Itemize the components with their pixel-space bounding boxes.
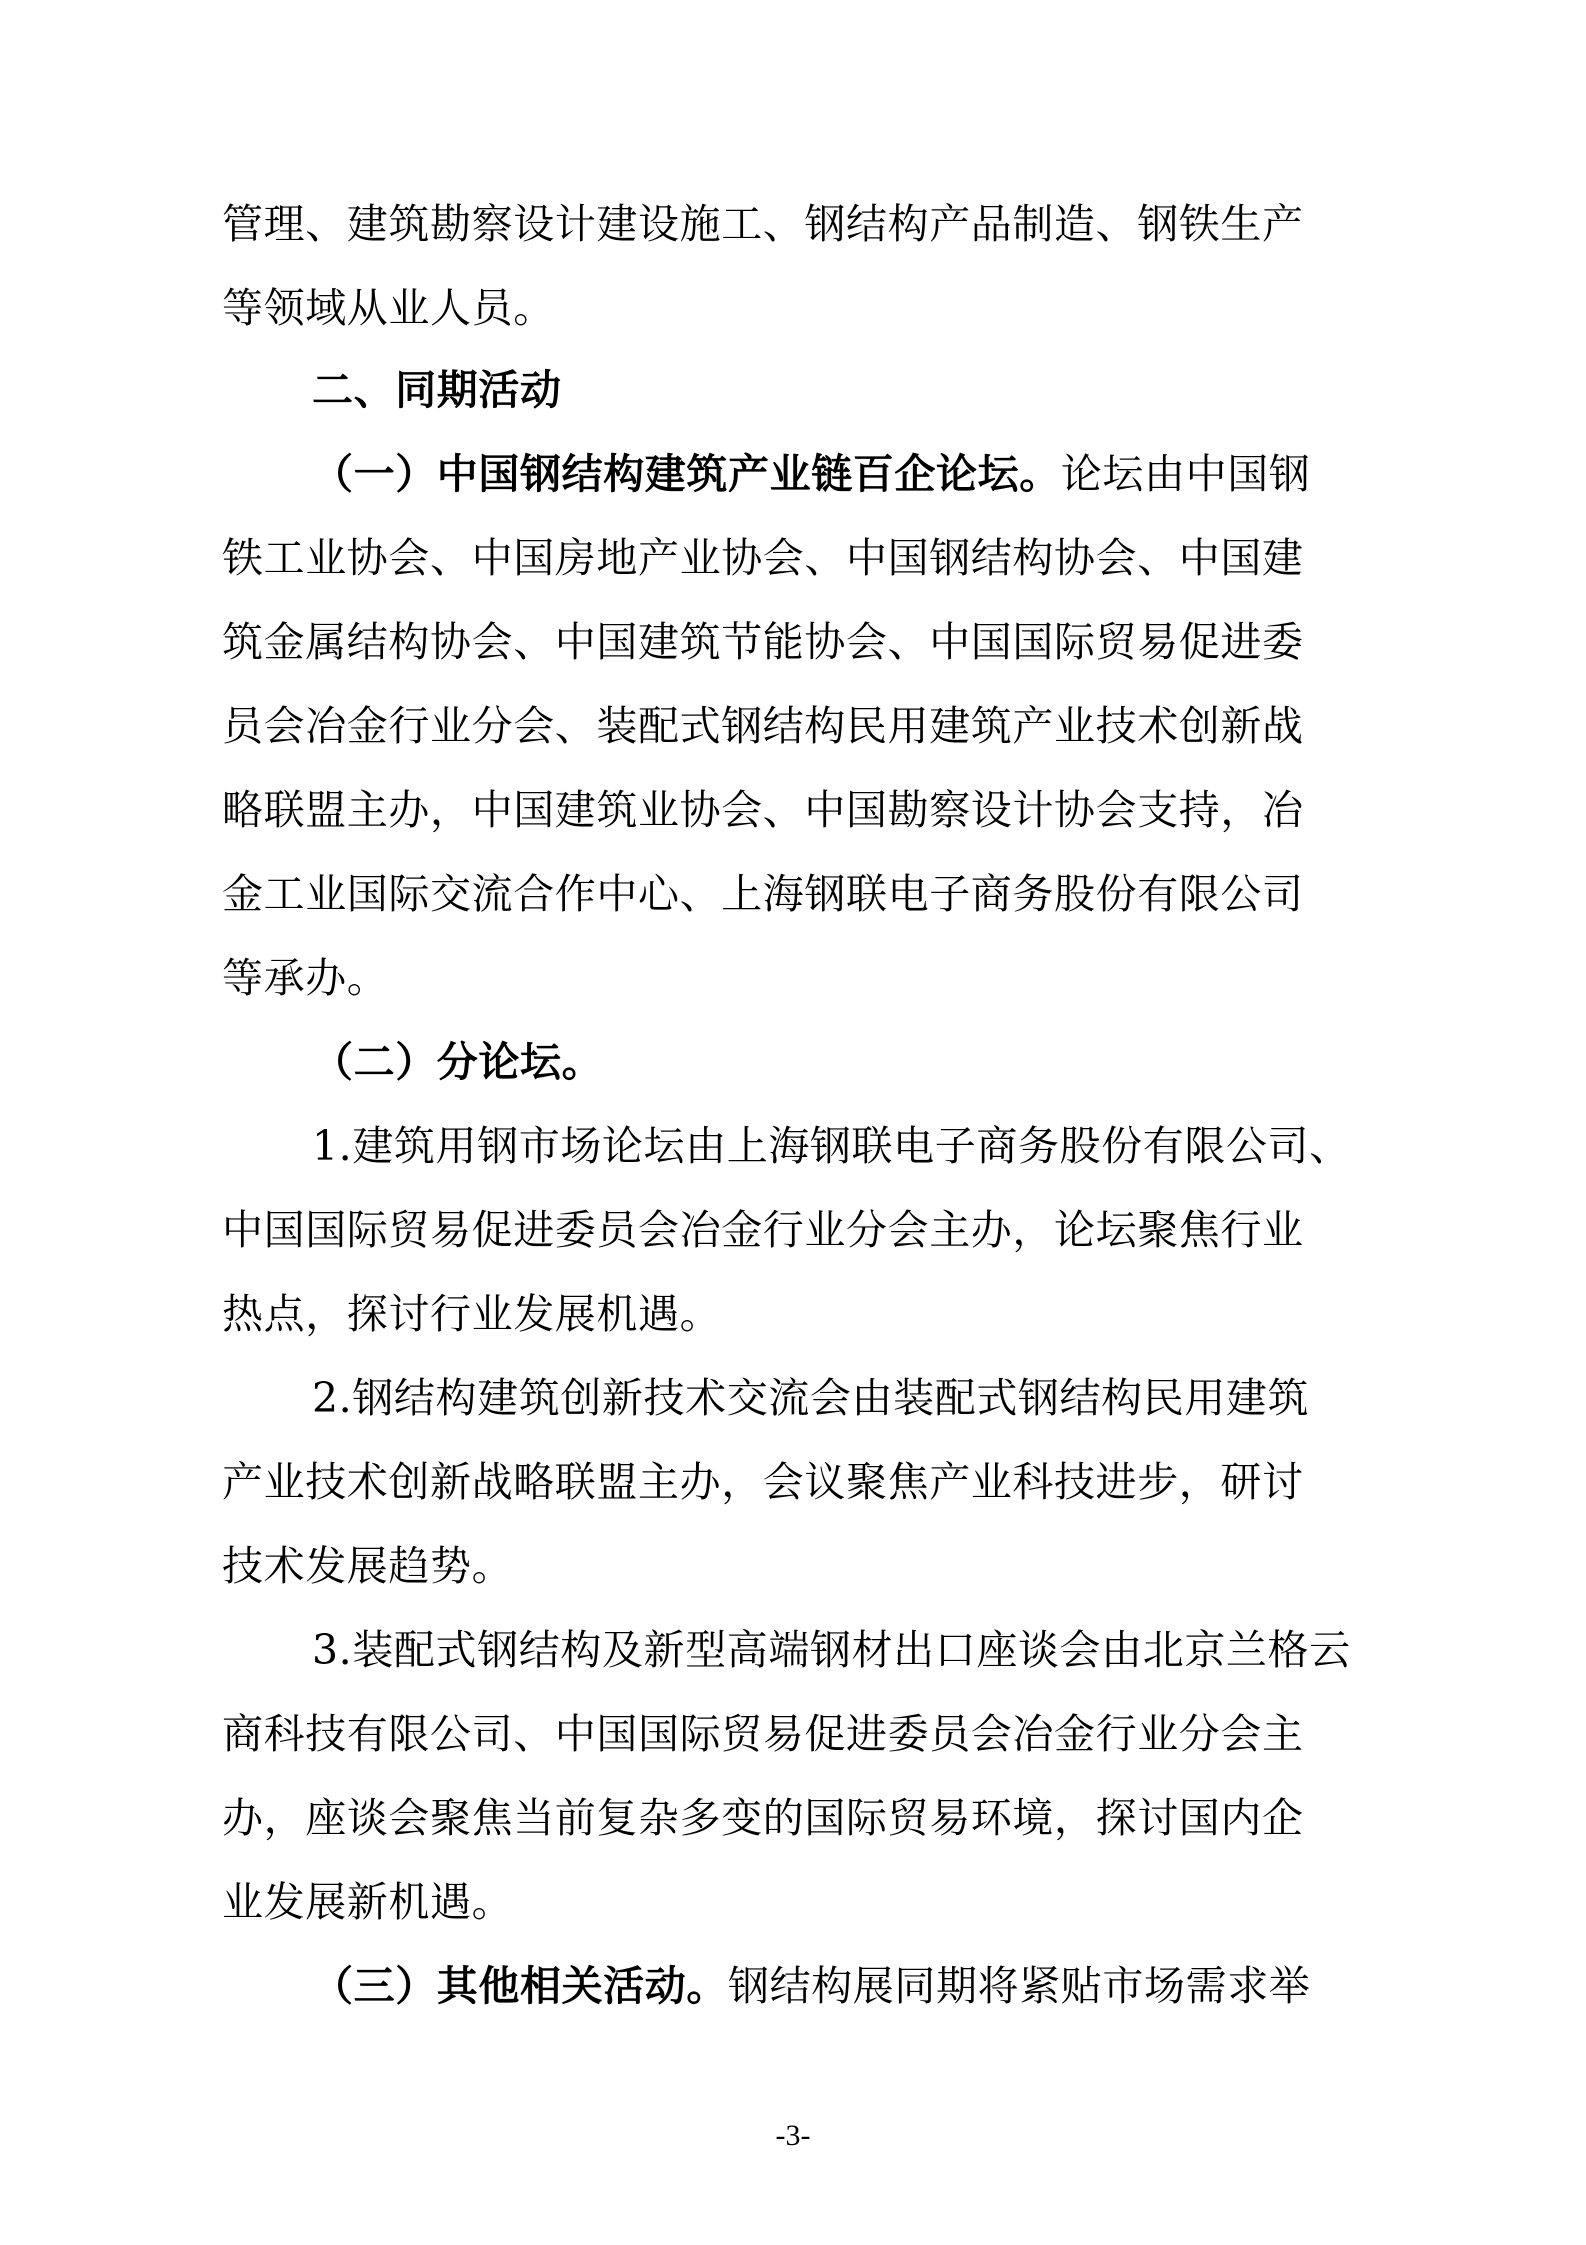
paragraph-line: 业发展新机遇。	[222, 1878, 514, 1926]
paragraph-line: 热点，探讨行业发展机遇。	[222, 1290, 722, 1338]
paragraph-line: 略联盟主办，中国建筑业协会、中国勘察设计协会支持，冶	[222, 786, 1304, 834]
paragraph-line: 中国国际贸易促进委员会冶金行业分会主办，论坛聚焦行业	[222, 1206, 1304, 1254]
sub-item-1-first-line: 1.建筑用钢市场论坛由上海钢联电子商务股份有限公司、	[312, 1122, 1351, 1170]
sub-item-3-first-line: 3.装配式钢结构及新型高端钢材出口座谈会由北京兰格云	[312, 1626, 1351, 1674]
paragraph-line: 员会冶金行业分会、装配式钢结构民用建筑产业技术创新战	[222, 702, 1304, 750]
paragraph-line: 产业技术创新战略联盟主办，会议聚焦产业科技进步，研讨	[222, 1458, 1304, 1506]
item-1-first-line	[312, 448, 1310, 500]
item-3-title: （三）其他相关活动。	[312, 1962, 728, 2010]
paragraph-line: 金工业国际交流合作中心、上海钢联电子商务股份有限公司	[222, 870, 1304, 918]
page-number: -3-	[775, 2119, 811, 2152]
paragraph-line: 商科技有限公司、中国国际贸易促进委员会冶金行业分会主	[222, 1710, 1304, 1758]
paragraph-line: 铁工业协会、中国房地产业协会、中国钢结构协会、中国建	[222, 534, 1304, 582]
item-1-text: 论坛由中国钢	[1060, 450, 1311, 498]
item-2-title: （二）分论坛。	[312, 1038, 604, 1086]
sub-item-2-first-line: 2.钢结构建筑创新技术交流会由装配式钢结构民用建筑	[312, 1374, 1310, 1422]
paragraph-line: 管理、建筑勘察设计建设施工、钢结构产品制造、钢铁生产	[222, 200, 1304, 248]
paragraph-line: 等承办。	[222, 954, 389, 1002]
section-heading: 二、同期活动	[312, 366, 562, 414]
item-3-first-line	[312, 1960, 1310, 2012]
paragraph-line: 技术发展趋势。	[222, 1542, 514, 1590]
paragraph-line: 筑金属结构协会、中国建筑节能协会、中国国际贸易促进委	[222, 618, 1304, 666]
item-2-title-line	[312, 1036, 603, 1088]
paragraph-line: 等领域从业人员。	[222, 284, 555, 332]
item-3-text: 钢结构展同期将紧贴市场需求举	[728, 1962, 1311, 2010]
paragraph-line: 办，座谈会聚焦当前复杂多变的国际贸易环境，探讨国内企	[222, 1794, 1304, 1842]
item-1-title: （一）中国钢结构建筑产业链百企论坛。	[312, 450, 1061, 498]
